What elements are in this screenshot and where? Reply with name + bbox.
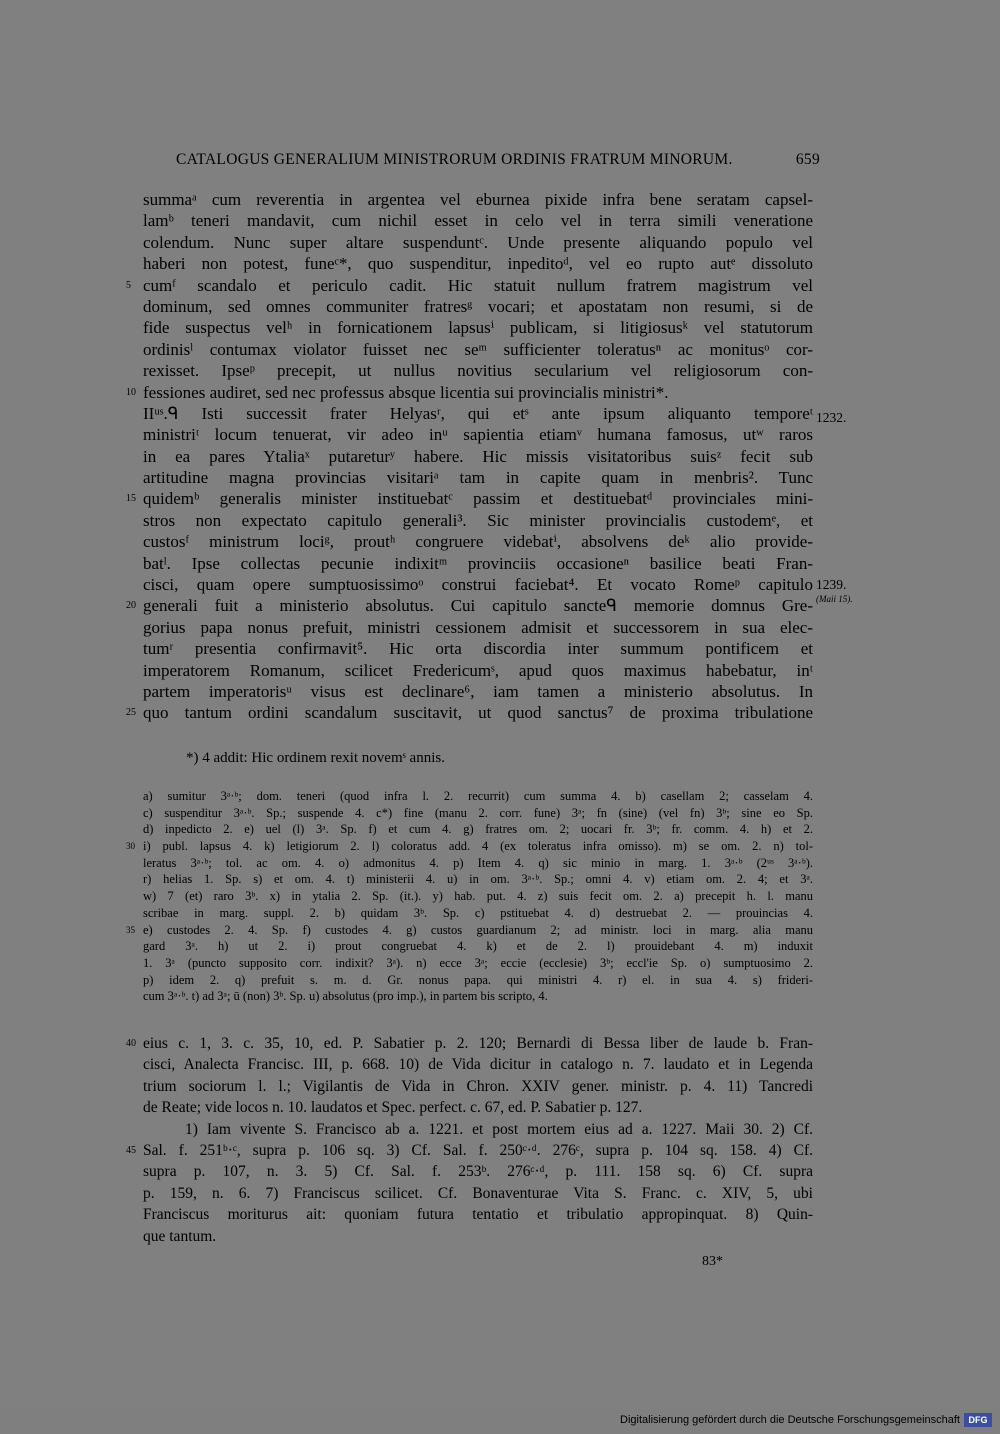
line-text: eius c. 1, 3. c. 35, 10, ed. P. Sabatier p. 2. 120; Bernardi di Bessa liber de laude b. Fran-: [143, 1035, 813, 1052]
text-line: [143, 296, 813, 317]
line-text: haberi non potest, funeᶜ*, quo suspenditur, inpeditoᵈ, vel eo rupto autᵉ dissoluto: [143, 254, 813, 274]
line-number: 20: [126, 600, 136, 612]
line-text: i) publ. lapsus 4. k) letigiorum 2. l) coloratus add. 4 (ex toleratus infra omisso). m) se om. 2. n) tol-: [143, 839, 813, 854]
line-text: scribae in marg. suppl. 2. b) quidam 3ᵇ. Sp. c) pstituebat 4. d) destruebat 2. — prouincias 4.: [143, 905, 813, 920]
line-text: a) sumitur 3ᵃ·ᵇ; dom. teneri (quod infra l. 2. recurrit) cum summa 4. b) casellam 2; casselam 4.: [143, 789, 813, 803]
text-line: [143, 317, 813, 338]
text-line: [143, 821, 813, 838]
text-line: [126, 595, 813, 616]
text-line: [126, 1033, 813, 1054]
text-line: [143, 467, 813, 488]
text-line: [143, 938, 813, 955]
side-year-label: 1239.: [816, 577, 847, 592]
line-text: e) custodes 2. 4. Sp. f) custodes 4. g) custos guardianum 2; ad ministr. loci in marg. alia manu: [143, 922, 813, 937]
signature-mark: 83*: [702, 1254, 723, 1269]
line-text: p. 159, n. 6. 7) Franciscus scilicet. Cf. Bonaventurae Vita S. Franc. c. XIV, 5, ubi: [143, 1184, 813, 1202]
star-footnote: *) 4 addit: Hic ordinem rexit novemˢ annis.: [186, 750, 445, 766]
text-line: [143, 988, 813, 1005]
text-line: [126, 922, 813, 939]
line-text: quo tantum ordini scandalum suscitavit, ut quod sanctus⁷ de proxima tribulatione: [143, 703, 813, 723]
line-text: fessiones audiret, sed nec professus absque licentia sui provincialis ministri*.: [143, 382, 669, 402]
line-text: c) suspenditur 3ᵃ·ᵇ. Sp.; suspende 4. c*) fine (manu 2. corr. fune) 3ᵃ; fn (sine) (vel fn) 3ᵇ; sine eo Sp.: [143, 805, 813, 820]
line-number: 25: [126, 707, 136, 719]
line-number: 10: [126, 386, 136, 398]
line-text: que tantum.: [143, 1227, 217, 1245]
text-line: [143, 888, 813, 905]
line-text: tumʳ presentia confirmavit⁵. Hic orta discordia inter summum pontificem et: [143, 639, 813, 659]
text-line: [143, 574, 813, 595]
text-line: [143, 638, 813, 659]
text-line: [143, 210, 813, 231]
text-line: [143, 403, 813, 424]
text-line: [143, 189, 813, 210]
line-text: in ea pares Ytaliaˣ putareturʸ habere. Hic missis visitatoribus suisᶻ fecit sub: [143, 446, 813, 466]
text-line: [143, 1161, 813, 1182]
line-text: cumᶠ scandalo et periculo cadit. Hic statuit nullum fratrem magistrum vel: [143, 275, 813, 295]
line-text: cum 3ᵃ·ᵇ. t) ad 3ᵃ; ū (non) 3ᵇ. Sp. u) absolutus (pro imp.), in partem bis scripto, 4.: [143, 989, 548, 1004]
text-line: [143, 1226, 813, 1247]
line-text: quidemᵇ generalis minister instituebatᶜ passim et destituebatᵈ provinciales mini-: [143, 489, 813, 509]
text-line: [143, 855, 813, 872]
line-text: partem imperatorisᵘ visus est declinare⁶, iam tamen a ministerio absolutus. In: [143, 681, 813, 701]
text-line: [143, 955, 813, 972]
line-text: imperatorem Romanum, scilicet Fredericumˢ, apud quos maximus habebatur, inᵗ: [143, 660, 813, 680]
text-line: [143, 424, 813, 445]
line-text: artitudine magna provincias visitariᵃ tam in capite quam in menbris². Tunc: [143, 468, 813, 488]
line-text: d) inpedicto 2. e) uel (l) 3ᵃ. Sp. f) et cum 4. g) fratres om. 2; uocari fr. 3ᵇ; fr. comm. 4. h) et 2.: [143, 822, 813, 837]
side-year-1232: [816, 411, 846, 425]
text-line: [143, 360, 813, 381]
line-text: r) helias 1. Sp. s) et om. 4. t) ministerii 4. u) in om. 3ᵃ·ᵇ. Sp.; omni 4. v) etiam om. 2. 4; et 3ᵃ.: [143, 872, 813, 887]
line-number: 45: [126, 1144, 136, 1156]
main-text: [126, 189, 813, 724]
text-line: [126, 702, 813, 723]
text-line: [143, 681, 813, 702]
line-number: 30: [126, 841, 135, 852]
line-text: leratus 3ᵃ·ᵇ; tol. ac om. 4. o) admonitus 4. p) Item 4. q) sic minio in marg. 1. 3ᵃ·ᵇ (2ᵘˢ 3ᵃ·ᵇ).: [143, 855, 813, 870]
text-line: [126, 488, 813, 509]
text-line: [143, 232, 813, 253]
text-line: [143, 531, 813, 552]
line-text: Franciscus moriturus ait: quoniam futura tentatio et tribulatio appropinquat. 8) Quin-: [143, 1206, 813, 1224]
text-line: [143, 905, 813, 922]
text-line: [126, 382, 813, 403]
line-text: ordinisˡ contumax violator fuisset nec seᵐ sufficienter toleratusⁿ ac monitusᵒ cor-: [143, 339, 813, 359]
text-line: [143, 253, 813, 274]
side-year-1239: [816, 578, 853, 606]
line-text: lamᵇ teneri mandavit, cum nichil esset in celo vel in terra simili veneratione: [143, 211, 813, 231]
line-text: colendum. Nunc super altare suspenduntᶜ. Unde presente aliquando populo vel: [143, 232, 813, 252]
text-line: [143, 617, 813, 638]
line-text: batˡ. Ipse collectas pecunie indixitᵐ provinciis occasioneⁿ basilice beati Fran-: [143, 553, 813, 573]
line-text: gorius papa nonus prefuit, ministri cessionem admisit et successorem in sua elec-: [143, 617, 813, 637]
text-line: [143, 871, 813, 888]
line-text: 1) Iam vivente S. Francisco ab a. 1221. et post mortem eius ad a. 1227. Maii 30. 2) Cf.: [185, 1120, 813, 1138]
line-text: w) 7 (et) raro 3ᵇ. x) in ytalia 2. Sp. (it.). y) hab. put. 4. z) suis fecit om. 2. a) precepit h. l. manu: [143, 889, 813, 904]
line-text: trium sociorum l. l.; Vigilantis de Vida in Chron. XXIV gener. ministr. p. 4. 11) Tancredi: [143, 1077, 813, 1095]
text-line: [143, 1204, 813, 1225]
line-number: 40: [126, 1038, 136, 1049]
side-year-date: (Maii 15).: [816, 594, 853, 604]
line-text: cisci, quam opere sumptuosissimoᵒ construi faciebat⁴. Et vocato Romeᵖ capitulo: [143, 575, 813, 595]
text-line: [143, 1076, 813, 1097]
line-text: stros non expectato capitulo generali³. Sic minister provincialis custodemᵉ, et: [143, 510, 813, 530]
text-line: [143, 510, 813, 531]
line-text: generali fuit a ministerio absolutus. Cui capitulo sancteᑫ memorie domnus Gre-: [143, 596, 813, 616]
line-text: 1. 3ᵃ (puncto supposito corr. indixit? 3ᵃ). n) ecce 3ᵃ; eccie (ecclesie) 3ᵇ; eccl'ie Sp. o) sumptuosimo 2.: [143, 955, 813, 970]
text-line: [143, 339, 813, 360]
line-text: summaᵃ cum reverentia in argentea vel eburnea pixide infra bene seratam capsel-: [143, 190, 813, 209]
line-text: ministriᵗ locum tenuerat, vir adeo inᵘ sapientia etiamᵛ humana famosus, utʷ raros: [143, 425, 813, 445]
text-line: [126, 1140, 813, 1161]
text-line: [126, 275, 813, 296]
line-number: 15: [126, 493, 136, 505]
line-text: dominum, sed omnes communiter fratresᵍ vocari; et apostatam non resumi, si de: [143, 296, 813, 316]
text-line: [143, 805, 813, 822]
text-line: [143, 1119, 813, 1140]
header-title: CATALOGUS GENERALIUM MINISTRORUM ORDINIS FRATRUM MINORUM.: [176, 151, 733, 168]
line-text: fide suspectus velʰ in fornicationem lapsusⁱ publicam, si litigiosusᵏ vel statutorum: [143, 318, 813, 338]
line-text: de Reate; vide locos n. 10. laudatos et Spec. perfect. c. 67, ed. P. Sabatier p. 127.: [143, 1099, 643, 1117]
text-line: [143, 553, 813, 574]
text-line: [143, 446, 813, 467]
page-number: 659: [795, 151, 820, 168]
line-text: rexisset. Ipseᵖ precepit, ut nullus novitius secularium vel religiosorum con-: [143, 361, 813, 381]
dfg-logo-icon: DFG: [964, 1413, 992, 1427]
line-text: supra p. 107, n. 3. 5) Cf. Sal. f. 253ᵇ. 276ᶜ·ᵈ, p. 111. 158 sq. 6) Cf. supra: [143, 1163, 813, 1181]
text-line: [143, 1183, 813, 1204]
line-number: 35: [126, 924, 135, 935]
text-line: [143, 660, 813, 681]
line-text: p) idem 2. q) prefuit s. m. d. Gr. nonus papa. qui ministri 4. r) el. in sua 4. s) frideri-: [143, 972, 813, 987]
text-line: [143, 972, 813, 989]
commentary-notes: [126, 1033, 813, 1247]
text-line: [143, 1054, 813, 1075]
text-line: [126, 838, 813, 855]
line-text: custosᶠ ministrum lociᵍ, proutʰ congruere videbatⁱ, absolvens deᵏ alio provide-: [143, 532, 813, 552]
critical-apparatus: [126, 788, 813, 1005]
footer-credit: Digitalisierung gefördert durch die Deutsche Forschungsgemeinschaft: [620, 1414, 960, 1426]
text-line: [143, 788, 813, 805]
text-line: [143, 1097, 813, 1118]
side-year-label: 1232.: [816, 410, 847, 425]
line-text: Sal. f. 251ᵇ·ᶜ, supra p. 106 sq. 3) Cf. Sal. f. 250ᶜ·ᵈ. 276ᶜ, supra p. 104 sq. 158. 4) Cf.: [143, 1141, 813, 1159]
line-number: 5: [126, 279, 131, 291]
line-text: cisci, Analecta Francisc. III, p. 668. 10) de Vida dicitur in catalogo n. 7. laudato et in Legenda: [143, 1056, 813, 1074]
line-text: IIᵘˢ.ᑫ Isti successit frater Helyasʳ, qui etˢ ante ipsum aliquanto temporeᵗ: [143, 403, 813, 423]
line-text: gard 3ᵃ. h) ut 2. i) prout congruebat 4. k) et de 2. l) prouidebant 4. m) induxit: [143, 939, 813, 954]
